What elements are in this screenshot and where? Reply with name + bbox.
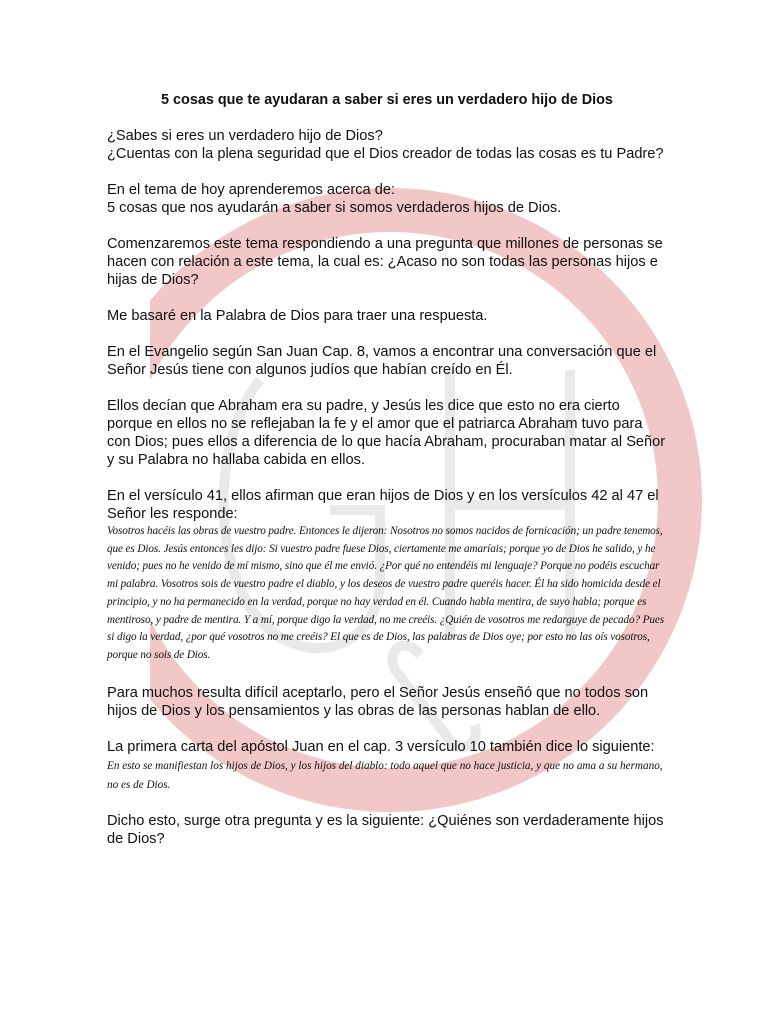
paragraph-2 <box>107 181 667 217</box>
paragraph-1 <box>107 127 667 163</box>
bible-quote-1-john-3: En esto se manifiestan los hijos de Dios, y los hijos del diablo: todo aquel que no hace justicia, y que no ama a su hermano, no es de Dios. <box>107 759 663 791</box>
paragraph-1-line-2: ¿Cuentas con la plena seguridad que el Dios creador de todas las cosas es tu Padre? <box>107 146 664 162</box>
paragraph-6: Ellos decían que Abraham era su padre, y Jesús les dice que esto no era cierto porque en ellos no se reflejaban la fe y el amor que el patriarca Abraham tuvo para con Dios; pues ellos a diferencia de lo que hacía Abraham, procuraban matar al Señor y su Palabra no hallaba cabida en ellos. <box>107 398 666 468</box>
paragraph-5: En el Evangelio según San Juan Cap. 8, vamos a encontrar una conversación que el Señor Jesús tiene con algunos judíos que habían creído en Él. <box>107 344 657 378</box>
paragraph-4: Me basaré en la Palabra de Dios para traer una respuesta. <box>107 308 488 324</box>
paragraph-2-line-1: En el tema de hoy aprenderemos acerca de: <box>107 182 395 198</box>
paragraph-2-line-2: 5 cosas que nos ayudarán a saber si somos verdaderos hijos de Dios. <box>107 200 562 216</box>
paragraph-7: En el versículo 41, ellos afirman que eran hijos de Dios y en los versículos 42 al 47 el Señor les responde: <box>107 488 659 522</box>
paragraph-9-text: La primera carta del apóstol Juan en el cap. 3 versículo 10 también dice lo siguiente: <box>107 738 655 755</box>
document-title: 5 cosas que te ayudaran a saber si eres un verdadero hijo de Dios <box>161 92 613 108</box>
document-page <box>107 0 667 848</box>
bible-quote-john-8: Vosotros hacéis las obras de vuestro padre. Entonces le dijeron: Nosotros no somos nacidos de fornicación; un padre tenemos, que es Dios. Jesús entonces les dijo: Si vuestro padre fuese Dios, ciertamente me amaríais; porque yo de Dios he salido, y he venido; pues no he venido de mí mismo, sino que él me envió. ¿Por qué no entendéis mi lenguaje? Porque no podéis escuchar mi palabra. Vosotros sois de vuestro padre el diablo, y los deseos de vuestro padre queréis hacer. Él ha sido homicida desde el principio, y no ha permanecido en la verdad, porque no hay verdad en él. Cuando habla mentira, de suyo habla; porque es mentiroso, y padre de mentira. Y a mí, porque digo la verdad, no me creéis. ¿Quién de vosotros me redarguye de pecado? Pues si digo la verdad, ¿por qué vosotros no me creéis? El que es de Dios, las palabras de Dios oye; por esto no las oís vosotros, porque no sois de Dios. <box>107 525 665 661</box>
paragraph-9 <box>107 738 667 794</box>
paragraph-1-line-1: ¿Sabes si eres un verdadero hijo de Dios? <box>107 128 383 144</box>
paragraph-10: Dicho esto, surge otra pregunta y es la siguiente: ¿Quiénes son verdaderamente hijos de Dios? <box>107 812 664 847</box>
paragraph-3: Comenzaremos este tema respondiendo a una pregunta que millones de personas se hacen con relación a este tema, la cual es: ¿Acaso no son todas las personas hijos e hijas de Dios? <box>107 236 663 288</box>
paragraph-8: Para muchos resulta difícil aceptarlo, pero el Señor Jesús enseñó que no todos son hijos de Dios y los pensamientos y las obras de las personas hablan de ello. <box>107 684 649 719</box>
